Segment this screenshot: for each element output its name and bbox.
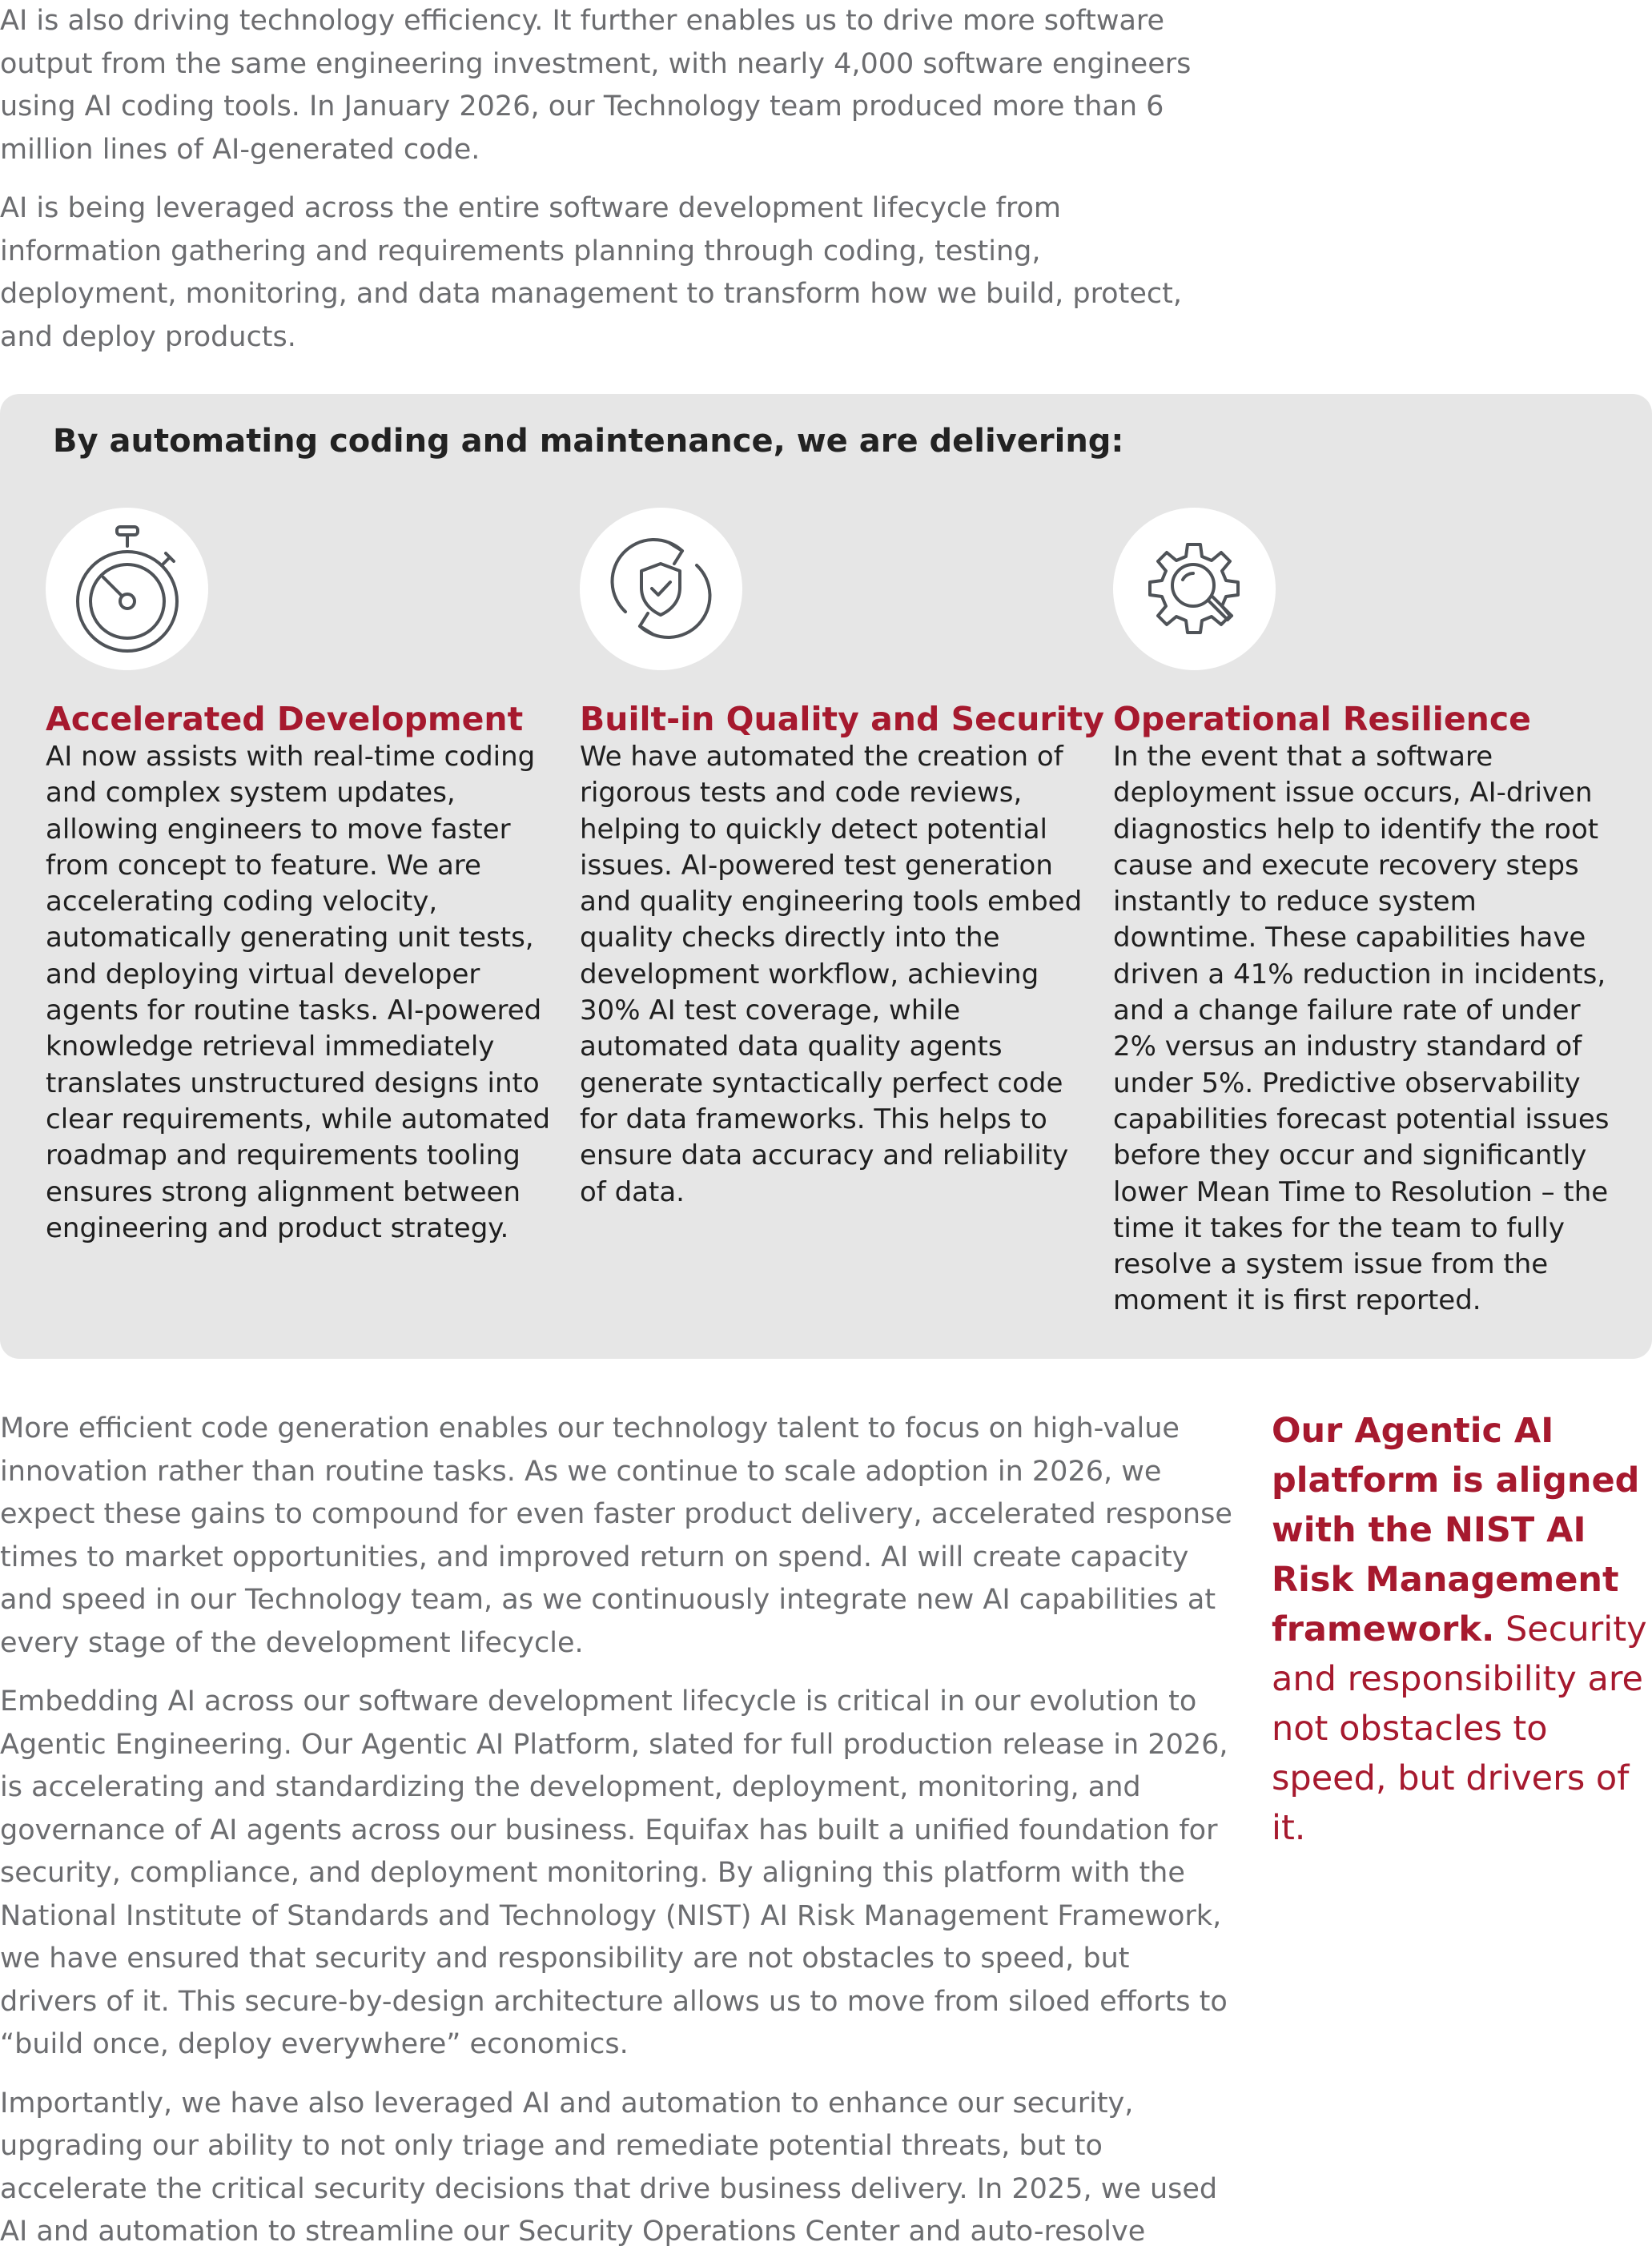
- column-body: AI now assists with real-time coding and complex system updates, allowing engineers to move faster from concept to feature. We are accelerating coding velocity, automatically generating unit tests, and deploying virtual developer agents for routine tasks. AI-powered knowledge retrieval immediately translates unstructured designs into clear requirements, while automated roadmap and requirements tooling ensures strong alignment between engineering and product strategy.: [46, 741, 551, 1244]
- shield-check-cycle-icon: [580, 508, 742, 670]
- column-title: Accelerated Development: [46, 700, 524, 738]
- body-paragraph-3: Importantly, we have also leveraged AI and automation to enhance our security, upgrading our ability to not only triage and remediate potential threats, but to accelerate the critical security decisions that drive business delivery. In 2025, we used AI and automation to streamline our Security Operations Center and auto-resolve: [0, 2087, 1218, 2248]
- column-body: We have automated the creation of rigorous tests and code reviews, helping to quickly detect potential issues. AI-powered test generation and quality engineering tools embed quality checks directly into the development workflow, achieving 30% AI test coverage, while automated data quality agents generate syntactically perfect code for data frameworks. This helps to ensure data accuracy and reliability of data.: [580, 741, 1083, 1208]
- body-text: [0, 1408, 1233, 2254]
- column-body: In the event that a software deployment issue occurs, AI-driven diagnostics help to identify the root cause and execute recovery steps instantly to reduce system downtime. These capabilities have driven a 41% reduction in incidents, and a change failure rate of under 2% versus an industry standard of under 5%. Predictive observability capabilities forecast potential issues before they occur and significantly lower Mean Time to Resolution – the time it takes for the team to fully resolve a system issue from the moment it is first reported.: [1113, 741, 1610, 1317]
- body-paragraph-2: Embedding AI across our software development lifecycle is critical in our evolution to Agentic Engineering. Our Agentic AI Platform, slated for full production release in 2026, is accelerating and standardizing the development, deployment, monitoring, and governance of AI agents across our business. Equifax has built a unified foundation for security, compliance, and deployment monitoring. By aligning this platform with the National Institute of Standards and Technology (NIST) AI Risk Management Framework, we have ensured that security and responsibility are not obstacles to speed, but drivers of it. This secure-by-design architecture allows us to move from siloed efforts to “build once, deploy everywhere” economics.: [0, 1685, 1228, 2060]
- column-quality-security: [580, 508, 1104, 1211]
- column-title: Built-in Quality and Security: [580, 700, 1104, 738]
- intro-paragraph-2: AI is being leveraged across the entire software development lifecycle from information gathering and requirements planning through coding, testing, deployment, monitoring, and data management to transform how we build, protect, and deploy products.: [0, 192, 1182, 353]
- pull-quote-regular: Security and responsibility are not obstacles to speed, but drivers of it.: [1272, 1609, 1647, 1848]
- column-accelerated-development: [46, 508, 558, 1247]
- delivering-panel: [0, 394, 1652, 1359]
- gear-search-icon: [1113, 508, 1276, 670]
- column-operational-resilience: [1113, 508, 1626, 1320]
- column-title: Operational Resilience: [1113, 700, 1531, 738]
- pull-quote-bold: Our Agentic AI platform is aligned with the NIST AI Risk Management framework.: [1272, 1411, 1640, 1649]
- body-paragraph-1: More efficient code generation enables our technology talent to focus on high-value innovation rather than routine tasks. As we continue to scale adoption in 2026, we expect these gains to compound for even faster product delivery, accelerated response times to market opportunities, and improved return on spend. AI will create capacity and speed in our Technology team, as we continuously integrate new AI capabilities at every stage of the development lifecycle.: [0, 1412, 1232, 1659]
- pull-quote: [1272, 1406, 1648, 1853]
- stopwatch-icon: [46, 508, 208, 670]
- panel-title: By automating coding and maintenance, we are delivering:: [53, 423, 1124, 460]
- intro-paragraph-1: AI is also driving technology efficiency. It further enables us to drive more software output from the same engineering investment, with nearly 4,000 software engineers using AI coding tools. In January 2026, our Technology team produced more than 6 million lines of AI-generated code.: [0, 5, 1192, 166]
- intro-text: [0, 0, 1201, 359]
